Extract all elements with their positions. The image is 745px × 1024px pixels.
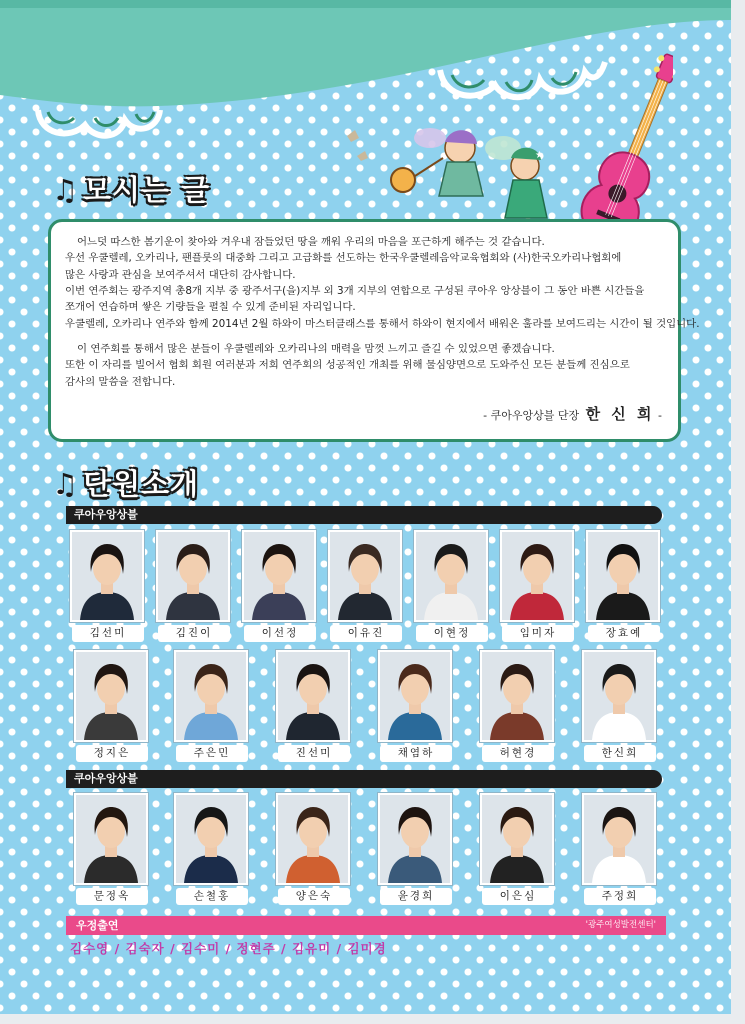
member-photo	[70, 530, 144, 622]
signature	[483, 403, 662, 427]
member-name: 임미자	[502, 625, 574, 642]
member-card	[378, 650, 454, 762]
scallop-left	[38, 110, 160, 136]
member-card	[174, 650, 250, 762]
member-card	[70, 530, 146, 642]
member-card	[378, 793, 454, 905]
member-photo	[242, 530, 316, 622]
member-name: 이은심	[482, 888, 554, 905]
member-card	[582, 793, 658, 905]
greeting-line: 우쿨렐레, 오카리나 연주와 함께 2014년 2월 하와이 마스터클래스를 통해서 하와이 현지에서 배워온 훌라를 보여드리는 시간이 될 것입니다.	[65, 317, 700, 330]
member-card	[582, 650, 658, 762]
member-name: 김진이	[158, 625, 230, 642]
member-name: 손철홍	[176, 888, 248, 905]
member-photo	[582, 793, 656, 885]
paper-edge-right	[731, 0, 745, 1024]
greeting-line: 이번 연주회는 광주지역 총8개 지부 중 광주서구(을)지부 외 3개 지부의 연합으로 구성된 쿠아우 앙상블이 그 동안 바쁜 시간들을	[65, 284, 645, 297]
music-note-icon: ♫	[52, 173, 79, 207]
greeting-heading	[52, 168, 210, 209]
member-card	[328, 530, 404, 642]
group-bar-1: 쿠아우앙상블	[66, 506, 662, 524]
greeting-line: 어느덧 따스한 봄기운이 찾아와 겨우내 잠들었던 땅을 깨워 우리의 마음을 포근하게 해주는 것 같습니다.	[77, 236, 545, 248]
member-card	[480, 650, 556, 762]
members-heading-text: 단원소개	[83, 467, 200, 501]
member-name: 정지은	[76, 745, 148, 762]
svg-text:★: ★	[535, 150, 544, 161]
fairy-illustration	[335, 118, 565, 228]
member-photo	[174, 650, 248, 742]
greeting-line: 우선 우쿨렐레, 오카리나, 팬플룻의 대중화 그리고 고급화를 선도하는 한국우쿨렐레음악교육협회와 (사)한국오카리나협회에	[65, 252, 622, 265]
music-note-icon: ♫	[52, 467, 79, 501]
member-photo	[276, 650, 350, 742]
member-card	[174, 793, 250, 905]
member-card	[586, 530, 662, 642]
member-name: 허현경	[482, 745, 554, 762]
member-name: 문정옥	[76, 888, 148, 905]
member-photo	[74, 650, 148, 742]
member-name: 주정희	[584, 888, 656, 905]
guest-names: 김수영 / 김숙자 / 김수미 / 정현주 / 김유미 / 김미경	[70, 941, 387, 956]
member-photo	[582, 650, 656, 742]
greeting-heading-text: 모시는 글	[83, 173, 211, 207]
member-name: 진선미	[278, 745, 350, 762]
group-bar-2: 쿠아우앙상블	[66, 770, 662, 788]
greeting-box	[48, 219, 700, 442]
butterfly-icon	[347, 130, 368, 161]
greeting-line: 많은 사랑과 관심을 보여주셔서 대단히 감사합니다.	[65, 268, 296, 281]
member-card	[414, 530, 490, 642]
member-card	[242, 530, 318, 642]
member-card	[276, 650, 352, 762]
member-photo	[378, 650, 452, 742]
guest-note: '광주여성발전센터'	[585, 920, 656, 930]
signature-prefix: - 쿠아우앙상블 단장	[483, 409, 580, 423]
member-photo	[174, 793, 248, 885]
member-name: 이선정	[244, 625, 316, 642]
member-card	[276, 793, 352, 905]
member-photo	[276, 793, 350, 885]
guest-bar	[66, 916, 666, 935]
member-card	[500, 530, 576, 642]
paper-edge-bottom	[0, 1014, 745, 1024]
greeting-line: 쪼개어 연습하며 쌓은 기량들을 펼칠 수 있게 준비된 자리입니다.	[65, 301, 356, 314]
member-photo	[414, 530, 488, 622]
member-photo	[156, 530, 230, 622]
member-name: 윤경희	[380, 888, 452, 905]
member-name: 이현정	[416, 625, 488, 642]
members-heading	[52, 462, 199, 503]
member-photo	[500, 530, 574, 622]
member-photo	[480, 650, 554, 742]
member-name: 이유진	[330, 625, 402, 642]
member-photo	[480, 793, 554, 885]
greeting-line: 이 연주회를 통해서 많은 분들이 우쿨렐레와 오카리나의 매력을 맘껏 느끼고 즐길 수 있었으면 좋겠습니다.	[77, 342, 555, 355]
member-photo	[378, 793, 452, 885]
member-name: 채염하	[380, 745, 452, 762]
member-card	[156, 530, 232, 642]
member-photo	[74, 793, 148, 885]
member-photo	[328, 530, 402, 622]
member-name: 김선미	[72, 625, 144, 642]
member-card	[74, 793, 150, 905]
member-card	[480, 793, 556, 905]
member-name: 양은숙	[278, 888, 350, 905]
member-photo	[586, 530, 660, 622]
member-card	[74, 650, 150, 762]
guest-label: 우정출연	[76, 919, 119, 932]
member-name: 주은민	[176, 745, 248, 762]
greeting-line: 감사의 말씀을 전합니다.	[65, 375, 176, 388]
ukulele-icon	[578, 48, 673, 248]
member-name: 장효예	[588, 625, 660, 642]
signature-name: 한 신 희	[585, 405, 655, 424]
signature-suffix: -	[658, 409, 662, 423]
greeting-line: 또한 이 자리를 빌어서 협회 회원 여러분과 저희 연주회의 성공적인 개최를 위해 물심양면으로 도와주신 모든 분들께 진심으로	[65, 359, 630, 372]
member-name: 한신희	[584, 745, 656, 762]
